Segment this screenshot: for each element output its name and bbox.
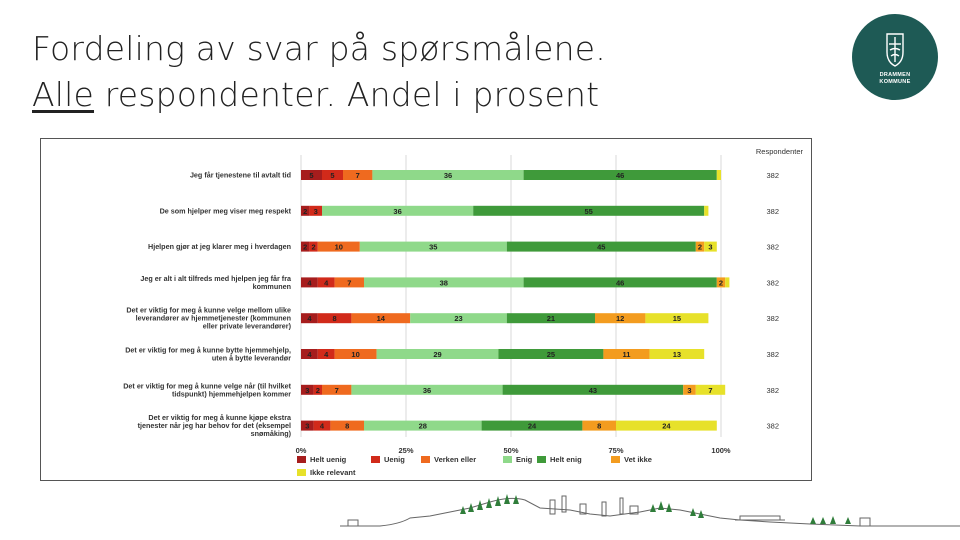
category-label: Hjelpen gjør at jeg klarer meg i hverdagen (148, 242, 291, 252)
data-label: 36 (443, 171, 453, 180)
category-label: Det er viktig for meg å kunne velge når (til hvilket (123, 381, 291, 391)
respondents-header: Respondenter (755, 147, 803, 156)
data-label: 5 (330, 171, 335, 180)
data-label: 36 (393, 206, 402, 216)
data-label: 15 (672, 314, 682, 324)
category-label: kommunen (252, 281, 291, 291)
category-label: tjenester når jeg har behov for det (eksempel (137, 421, 291, 431)
legend-label: Uenig (384, 455, 405, 464)
category-label: De som hjelper meg viser meg respekt (159, 206, 291, 216)
data-label: 46 (616, 171, 625, 180)
x-tick-label: 75% (608, 446, 624, 455)
data-label: 7 (355, 171, 360, 180)
legend-label: Vet ikke (624, 455, 652, 464)
legend-swatch (503, 456, 512, 463)
data-label: 29 (433, 350, 442, 359)
category-label: leverandører av hjemmetjenester (kommunen (135, 313, 291, 323)
data-label: 2 (718, 278, 724, 288)
legend-swatch (297, 469, 306, 476)
data-label: 4 (307, 350, 312, 359)
category-label: snømåking) (250, 429, 291, 439)
respondent-count: 382 (766, 421, 779, 431)
category-label: Jeg får tjenestene til avtalt tid (189, 170, 291, 180)
data-label: 7 (347, 278, 352, 288)
legend-label: Helt enig (550, 455, 582, 464)
data-label: 24 (662, 421, 671, 431)
bar-segment (717, 170, 721, 180)
legend-swatch (421, 456, 430, 463)
respondent-count: 382 (766, 350, 779, 359)
data-label: 13 (672, 350, 682, 359)
respondent-count: 382 (766, 206, 779, 216)
respondent-count: 382 (766, 385, 779, 395)
legend-label: Enig (516, 455, 533, 464)
data-label: 28 (418, 421, 427, 431)
bar-segment (704, 206, 708, 216)
data-label: 3 (313, 206, 318, 216)
title-line-1: Fordeling av svar på spørsmålene. (32, 29, 606, 68)
legend-label: Helt uenig (310, 455, 347, 464)
chart-frame (40, 138, 812, 481)
x-tick-label: 50% (503, 446, 519, 455)
data-label: 3 (305, 385, 310, 395)
data-label: 2 (315, 385, 320, 395)
data-label: 3 (708, 242, 713, 252)
bar-segment (725, 277, 729, 287)
city-skyline-decoration (340, 488, 960, 534)
data-label: 3 (305, 421, 310, 431)
data-label: 3 (687, 385, 692, 395)
x-tick-label: 100% (711, 446, 731, 455)
category-label: Det er viktig for meg å kunne velge mellom ulike (126, 305, 291, 315)
data-label: 25 (546, 350, 556, 359)
legend-swatch (371, 456, 380, 463)
category-label: Jeg er alt i alt tilfreds med hjelpen jeg får fra (140, 273, 291, 283)
legend-label: Ikke relevant (310, 468, 356, 477)
x-tick-label: 0% (295, 446, 307, 455)
data-label: 8 (345, 421, 350, 431)
data-label: 4 (324, 278, 329, 288)
data-label: 55 (584, 206, 593, 216)
x-tick-label: 25% (398, 446, 414, 455)
data-label: 12 (616, 314, 625, 324)
legend-swatch (611, 456, 620, 463)
respondent-count: 382 (766, 278, 779, 288)
stacked-bar-chart (41, 139, 811, 480)
data-label: 8 (332, 314, 337, 324)
title-line-2-rest: respondenter. Andel i prosent (94, 75, 600, 114)
data-label: 2 (303, 206, 308, 216)
data-label: 35 (429, 242, 438, 252)
category-label: tidspunkt) hjemmehjelpen kommer (171, 389, 291, 399)
data-label: 2 (303, 242, 308, 252)
data-label: 8 (597, 421, 602, 431)
drammen-kommune-logo (852, 14, 938, 100)
data-label: 46 (616, 278, 625, 288)
slide-title (32, 26, 752, 118)
respondent-count: 382 (766, 314, 779, 324)
data-label: 4 (307, 278, 312, 288)
respondent-count: 382 (766, 242, 779, 252)
data-label: 4 (307, 314, 312, 324)
data-label: 23 (454, 314, 463, 324)
data-label: 11 (622, 350, 631, 359)
logo-text (852, 72, 938, 85)
data-label: 2 (311, 242, 316, 252)
legend-label: Verken eller (434, 455, 477, 464)
data-label: 45 (597, 242, 606, 252)
data-label: 10 (351, 350, 360, 359)
data-label: 14 (376, 314, 385, 324)
legend-swatch (537, 456, 546, 463)
category-label: eller private leverandører) (202, 321, 291, 331)
data-label: 2 (697, 242, 703, 252)
data-label: 10 (334, 242, 343, 252)
data-label: 5 (309, 171, 314, 180)
category-label: Det er viktig for meg å kunne kjøpe ekstra (148, 413, 291, 423)
data-label: 7 (334, 385, 339, 395)
data-label: 4 (319, 421, 325, 431)
data-label: 7 (708, 385, 713, 395)
legend-swatch (297, 456, 306, 463)
category-label: uten å bytte leverandør (211, 353, 291, 363)
title-underlined-word: Alle (32, 75, 95, 114)
category-label: Det er viktig for meg å kunne bytte hjemmehjelp, (125, 345, 291, 355)
logo-line-2: KOMMUNE (879, 78, 911, 85)
respondent-count: 382 (766, 171, 779, 180)
coat-of-arms-icon (852, 14, 938, 100)
title-line-2 (32, 72, 752, 118)
data-label: 43 (588, 385, 598, 395)
data-label: 4 (324, 350, 329, 359)
data-label: 24 (527, 421, 537, 431)
data-label: 36 (422, 385, 432, 395)
data-label: 21 (546, 314, 556, 324)
data-label: 38 (439, 278, 448, 288)
logo-line-1: DRAMMEN (879, 72, 911, 78)
